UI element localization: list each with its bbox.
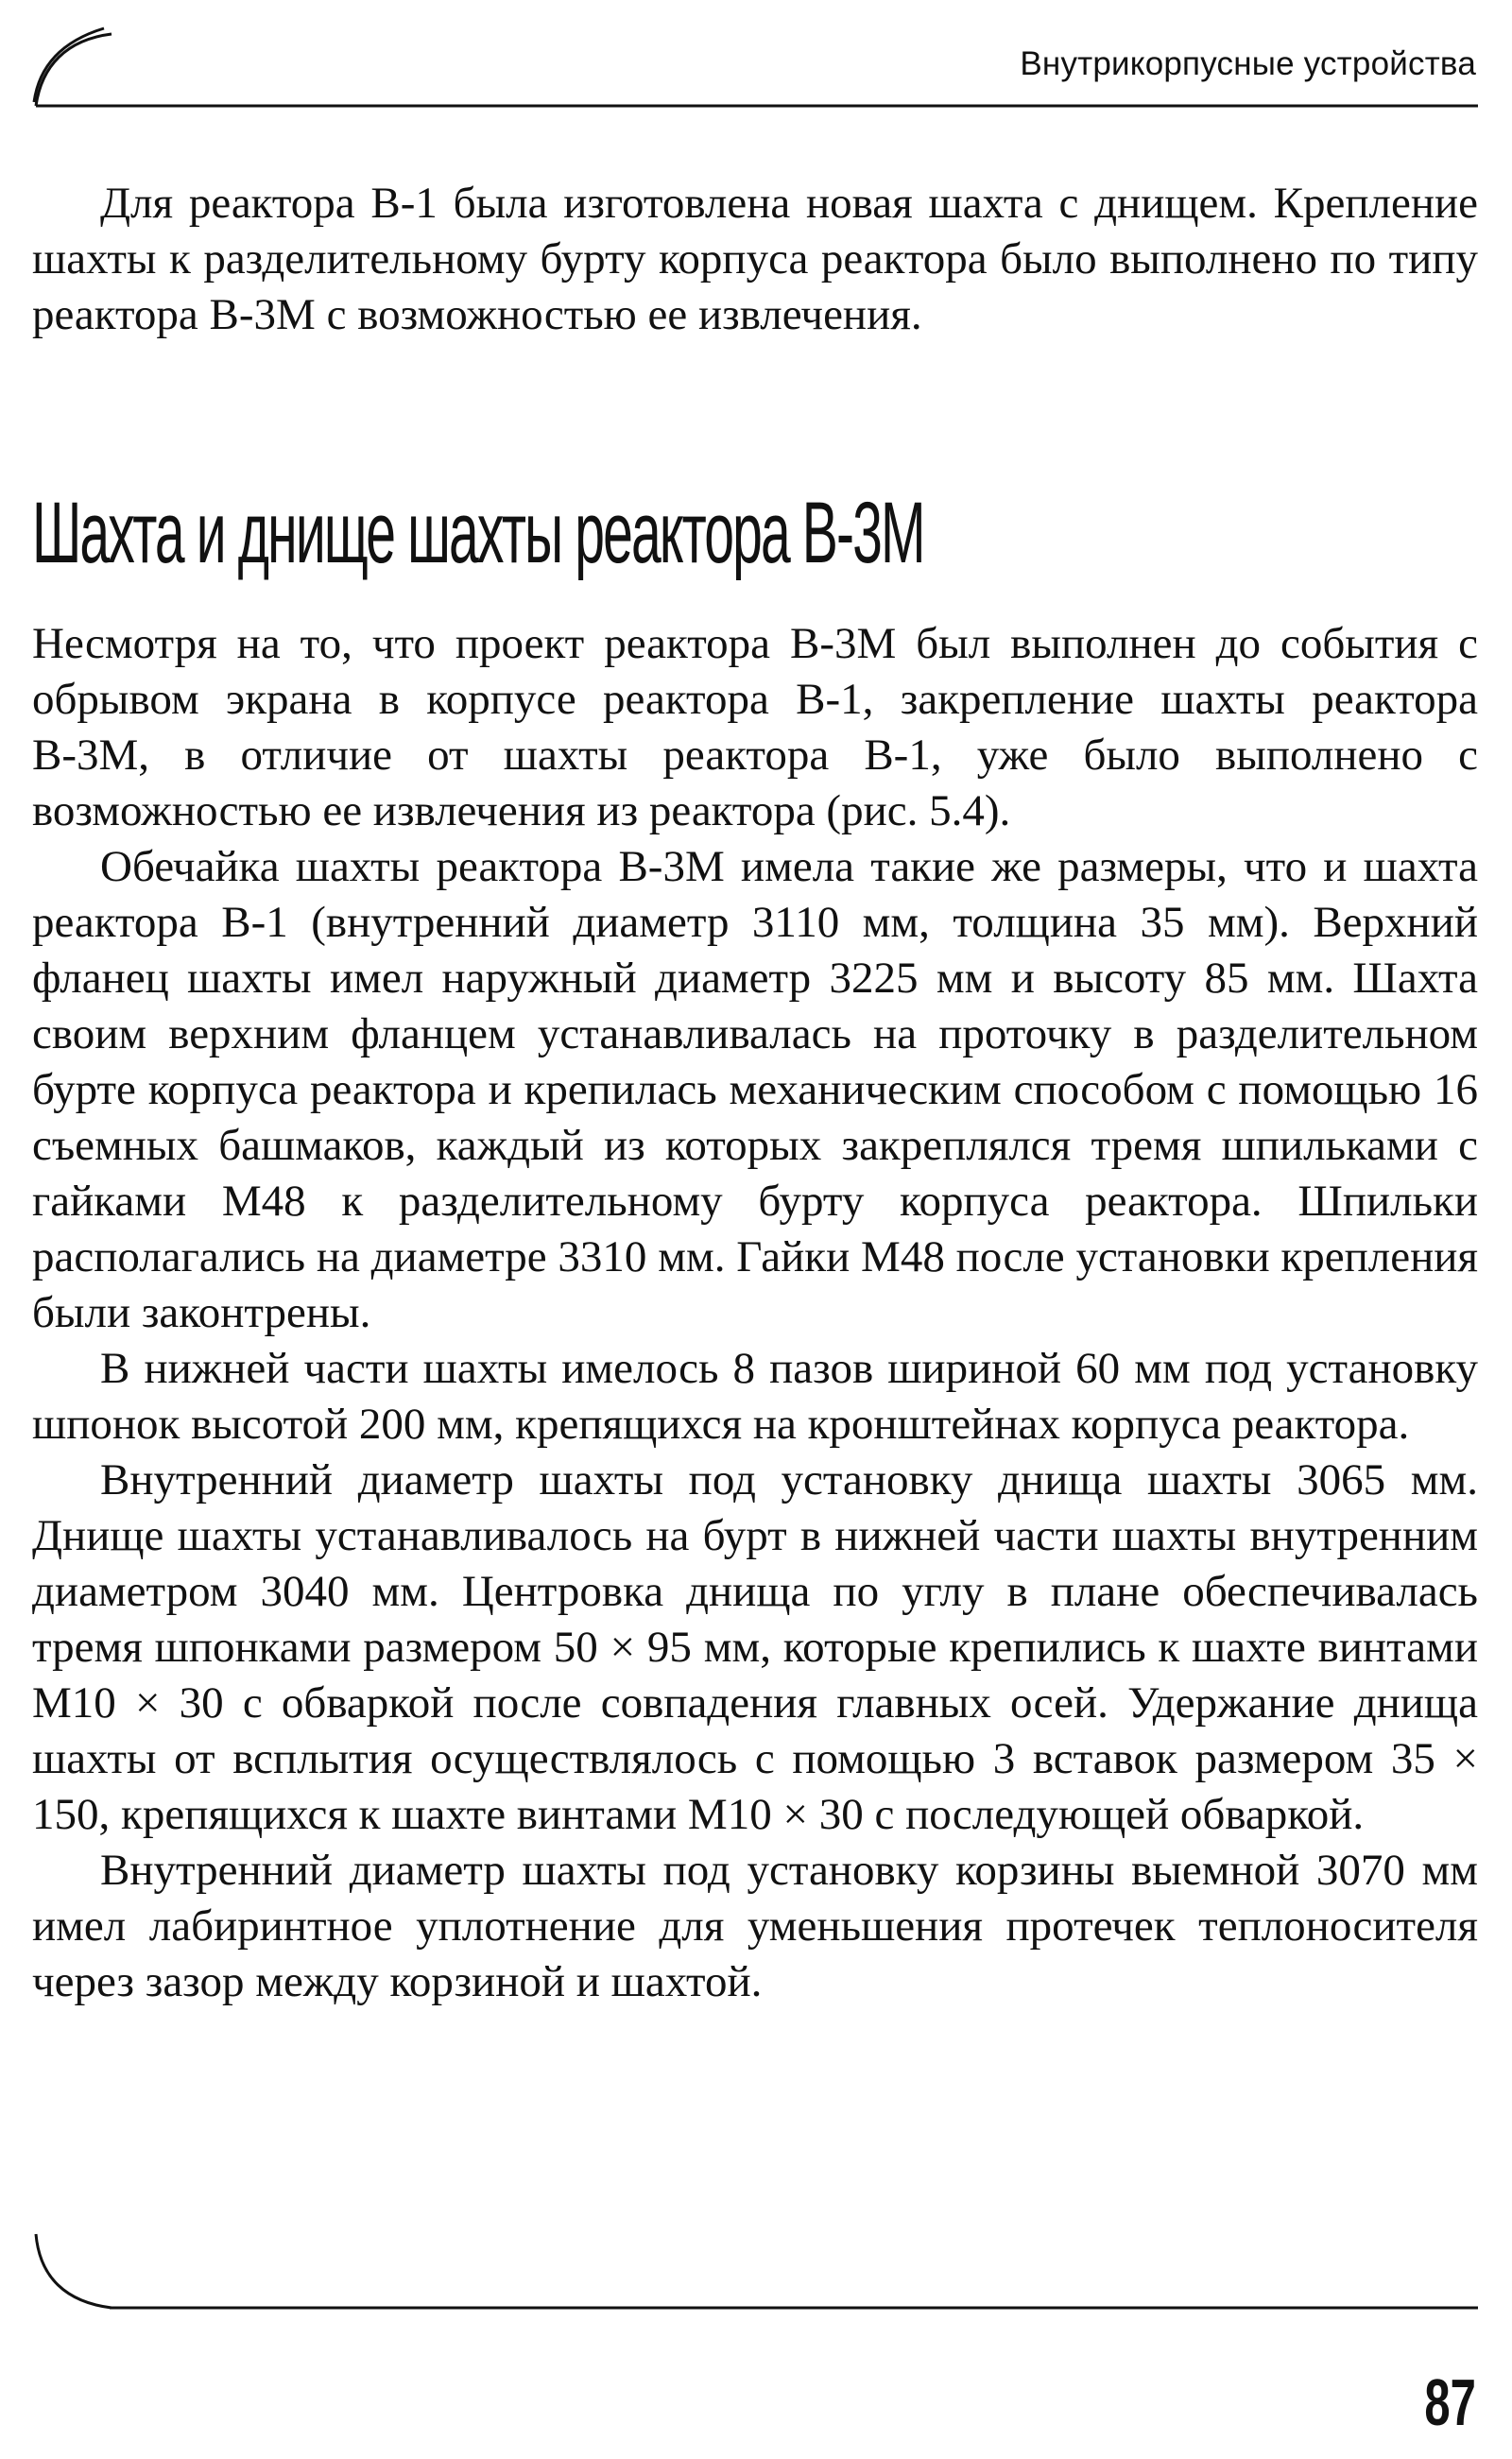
intro-paragraph: Для реактора В-1 была изготовлена новая шахта с днищем. Крепление шахты к разделительному бурту корпуса реактора было выполнено по типу реактора В-3М с возможностью ее извлечения. (32, 179, 1478, 339)
body-paragraph-5: Внутренний диаметр шахты под установку корзины выемной 3070 мм имел лабиринтное уплотнение для уменьшения протечек теплоносителя через зазор между корзиной и шахтой. (32, 1846, 1478, 2006)
intro-block (32, 176, 1478, 343)
running-header-title: Внутрикорпусные устройства (1020, 45, 1476, 82)
header-rule (34, 28, 104, 102)
body-paragraph-2: Обечайка шахты реактора В-3М имела такие же размеры, что и шахта реактора В-1 (внутренний диаметр 3110 мм, толщина 35 мм). Верхний фланец шахты имел наружный диаметр 3225 мм и высоту 85 мм. Шахта своим верхним фланцем устанавливалась на проточку в разделительном бурте корпуса реактора и крепилась механическим способом с помощью 16 съемных башмаков, каждый из которых закреплялся тремя шпильками с гайками М48 к разделительному бурту корпуса реактора. Шпильки располагались на диаметре 3310 мм. Гайки М48 после установки крепления были законтрены. (32, 842, 1478, 1337)
page-number: 87 (1424, 2365, 1476, 2439)
body-paragraph-4: Внутренний диаметр шахты под установку днища шахты 3065 мм. Днище шахты устанавливалось на бурт в нижней части шахты внутренним диаметром 3040 мм. Центровка днища по углу в плане обеспечивалась тремя шпонками размером 50 × 95 мм, которые крепились к шахте винтами М10 × 30 с обваркой после совпадения главных осей. Удержание днища шахты от всплытия осуществлялось с помощью 3 вставок размером 35 × 150, крепящихся к шахте винтами М10 × 30 с последующей обваркой. (32, 1455, 1478, 1839)
section-heading: Шахта и днище шахты реактора В-3М (32, 485, 924, 581)
body-paragraph-1: Несмотря на то, что проект реактора В-3М был выполнен до события с обрывом экрана в корпусе реактора В-1, закрепление шахты реактора В-3М, в отличие от шахты реактора В-1, уже было выполнено с возможностью ее извлечения из реактора (рис. 5.4). (32, 619, 1478, 835)
footer-curve (36, 2234, 112, 2308)
body-paragraph-3: В нижней части шахты имелось 8 пазов шириной 60 мм под установку шпонок высотой 200 мм, крепящихся на кронштейнах корпуса реактора. (32, 1344, 1478, 1449)
section-body (32, 616, 1478, 2010)
header-curve (36, 34, 112, 106)
